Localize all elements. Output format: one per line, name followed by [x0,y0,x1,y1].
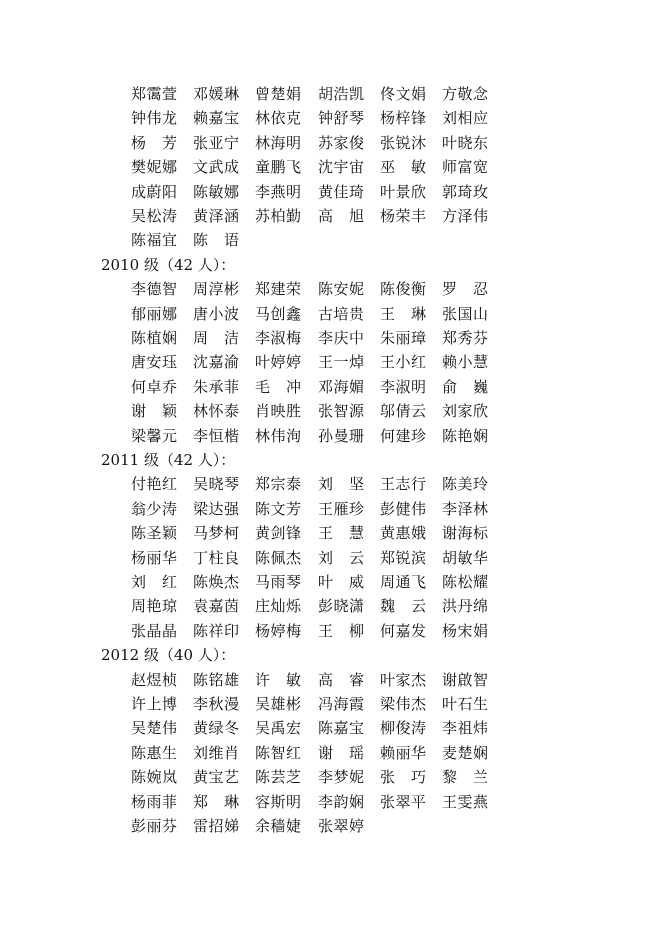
person-name: 何建珍 [380,426,427,445]
person-name: 张翠婷 [318,817,365,835]
person-name: 梁馨元 [131,426,178,445]
person-name: 黄惠娥 [380,524,427,543]
person-name: 童鹏飞 [255,158,302,177]
person-name: 周 洁 [193,329,240,347]
person-name: 黄绿冬 [193,719,240,738]
person-name: 袁嘉茵 [193,597,240,616]
person-name: 李淑梅 [255,329,302,347]
person-name: 陈敏娜 [193,182,240,201]
person-name: 陈艳娴 [442,426,489,445]
section-heading: 2012 级（40 人）： [101,646,236,665]
person-name: 郑秀芬 [442,329,489,347]
person-name: 李韵娴 [318,792,365,811]
person-name: 孙曼珊 [318,426,365,445]
person-name: 郑 琳 [193,792,240,811]
person-name: 许 敏 [255,670,302,689]
person-name: 朱丽璋 [380,329,427,347]
person-name: 林依克 [255,109,302,128]
person-name: 陈智红 [255,743,302,762]
person-name: 张翠平 [380,792,427,811]
person-name: 王小红 [380,353,427,372]
person-name: 文武成 [193,158,240,177]
person-name: 陈圣颖 [131,524,178,543]
person-name: 黎 兰 [442,768,489,787]
person-name: 古培贵 [318,304,365,323]
person-name: 刘 云 [318,548,365,567]
person-name: 郑建荣 [255,280,302,299]
person-name: 沈宇宙 [318,158,365,177]
person-name: 吴晓琴 [193,475,240,494]
person-name: 高 旭 [318,207,365,225]
person-name: 林海明 [255,133,302,152]
person-name: 肖映胜 [255,402,302,421]
person-name: 王志行 [380,475,427,494]
section-heading: 2010 级（42 人）： [101,255,236,274]
person-name: 苏柏勤 [255,207,302,225]
person-name: 沈嘉渝 [193,353,240,372]
person-name: 张锐沐 [380,133,427,152]
person-name: 周淳彬 [193,280,240,299]
person-name: 王一焯 [318,353,365,372]
person-name: 巫 敏 [380,158,427,177]
person-name: 雷招娣 [193,817,240,835]
person-name: 何嘉发 [380,621,427,640]
person-name: 邬倩云 [380,402,427,421]
person-name: 胡敏华 [442,548,489,567]
person-name: 陈美玲 [442,475,489,494]
person-name: 李淑明 [380,377,427,396]
person-name: 成蔚阳 [131,182,178,201]
person-name: 李梦妮 [318,768,365,787]
person-name: 陈文芳 [255,499,302,518]
person-name: 谢 颖 [131,402,178,421]
person-name: 樊妮娜 [131,158,178,177]
person-name: 叶景欣 [380,182,427,201]
person-name: 张智源 [318,402,365,421]
person-name: 吴松涛 [131,207,178,225]
person-name: 周艳琼 [131,597,178,616]
person-name: 郑霭萱 [131,85,178,103]
person-name: 杨雨菲 [131,792,178,811]
person-name: 杨梓锋 [380,109,427,128]
person-name: 唐安珏 [131,353,178,372]
person-name: 唐小波 [193,304,240,323]
person-name: 彭晓潇 [318,597,365,616]
person-name: 彭健伟 [380,499,427,518]
person-name: 陈福宜 [131,231,178,250]
person-name: 马梦柯 [193,524,240,543]
person-name: 陈嘉宝 [318,719,365,738]
person-name: 胡浩凯 [318,85,365,103]
person-name: 赖嘉宝 [193,109,240,128]
person-name: 张晶晶 [131,621,178,640]
person-name: 钟舒琴 [318,109,365,128]
person-name: 陈惠生 [131,743,178,762]
person-name: 杨 芳 [131,133,178,152]
section-heading: 2011 级（42 人）： [101,451,236,469]
person-name: 叶家杰 [380,670,427,689]
person-name: 赖小慧 [442,353,489,372]
person-name: 容斯明 [255,792,302,811]
person-name: 赵煜桢 [131,670,178,689]
person-name: 马雨琴 [255,573,302,591]
person-name: 李泽林 [442,499,489,518]
person-name: 黄佳琦 [318,182,365,201]
person-name: 陈安妮 [318,280,365,299]
person-name: 邓海媚 [318,377,365,396]
person-name: 郑锐滨 [380,548,427,567]
person-name: 陈婉岚 [131,768,178,787]
person-name: 陈佩杰 [255,548,302,567]
person-name: 杨丽华 [131,548,178,567]
person-name: 丁柱良 [193,548,240,567]
person-name: 陈焕杰 [193,573,240,591]
person-name: 李恒楷 [193,426,240,445]
person-name: 朱承菲 [193,377,240,396]
person-name: 毛 冲 [255,377,302,396]
person-name: 柳俊涛 [380,719,427,738]
person-name: 郁丽娜 [131,304,178,323]
person-name: 杨婷梅 [255,621,302,640]
person-name: 马创鑫 [255,304,302,323]
person-name: 高 睿 [318,670,365,689]
person-name: 黄宝艺 [193,768,240,787]
person-name: 张国山 [442,304,489,323]
person-name: 王 慧 [318,524,365,543]
person-name: 刘 坚 [318,475,365,494]
person-name: 杨荣丰 [380,207,427,225]
person-name: 陈俊衡 [380,280,427,299]
person-name: 李秋漫 [193,695,240,713]
person-name: 冯海霞 [318,695,365,713]
person-name: 陈植娴 [131,329,178,347]
person-name: 陈祥印 [193,621,240,640]
person-name: 黄剑锋 [255,524,302,543]
person-name: 叶 威 [318,573,365,591]
person-name: 叶婷婷 [255,353,302,372]
person-name: 吴雄彬 [255,695,302,713]
person-name: 谢海标 [442,524,489,543]
person-name: 苏家俊 [318,133,365,152]
person-name: 林伟洵 [255,426,302,445]
person-name: 张亚宁 [193,133,240,152]
person-name: 邓媛琳 [193,85,240,103]
person-name: 李燕明 [255,182,302,201]
person-name: 余穑婕 [255,817,302,835]
person-name: 彭丽芬 [131,817,178,835]
person-name: 洪丹绵 [442,597,489,616]
person-name: 叶晓东 [442,133,489,152]
person-name: 方泽伟 [442,207,489,225]
person-name: 谢 瑶 [318,743,365,762]
person-name: 罗 忍 [442,280,489,299]
person-name: 刘相应 [442,109,489,128]
person-name: 佟文娟 [380,85,427,103]
person-name: 陈松耀 [442,573,489,591]
person-name: 赖丽华 [380,743,427,762]
person-name: 俞 巍 [442,377,489,396]
person-name: 吴楚伟 [131,719,178,738]
person-name: 师富宽 [442,158,489,177]
person-name: 付艳红 [131,475,178,494]
person-name: 麦楚娴 [442,743,489,762]
person-name: 林怀泰 [193,402,240,421]
person-name: 叶石生 [442,695,489,713]
person-name: 杨宋娟 [442,621,489,640]
person-name: 李德智 [131,280,178,299]
person-name: 翁少涛 [131,499,178,518]
person-name: 方敬念 [442,85,489,103]
person-name: 庄灿烁 [255,597,302,616]
person-name: 吴禹宏 [255,719,302,738]
person-name: 陈 语 [193,231,240,250]
person-name: 郑宗泰 [255,475,302,494]
person-name: 梁伟杰 [380,695,427,713]
person-name: 陈芸芝 [255,768,302,787]
person-name: 黄泽涵 [193,207,240,225]
person-name: 李祖炜 [442,719,489,738]
person-name: 王雁珍 [318,499,365,518]
person-name: 周通飞 [380,573,427,591]
person-name: 许上博 [131,695,178,713]
person-name: 王 琳 [380,304,427,323]
person-name: 魏 云 [380,597,427,616]
person-name: 何卓乔 [131,377,178,396]
person-name: 张 巧 [380,768,427,787]
person-name: 刘维肖 [193,743,240,762]
person-name: 王雯燕 [442,792,489,811]
person-name: 梁达强 [193,499,240,518]
person-name: 李庆中 [318,329,365,347]
person-name: 曾楚娟 [255,85,302,103]
person-name: 陈铭雄 [193,670,240,689]
person-name: 刘 红 [131,573,178,591]
person-name: 郭琦玫 [442,182,489,201]
person-name: 刘家欣 [442,402,489,421]
person-name: 王 柳 [318,621,365,640]
person-name: 谢啟智 [442,670,489,689]
person-name: 钟伟龙 [131,109,178,128]
